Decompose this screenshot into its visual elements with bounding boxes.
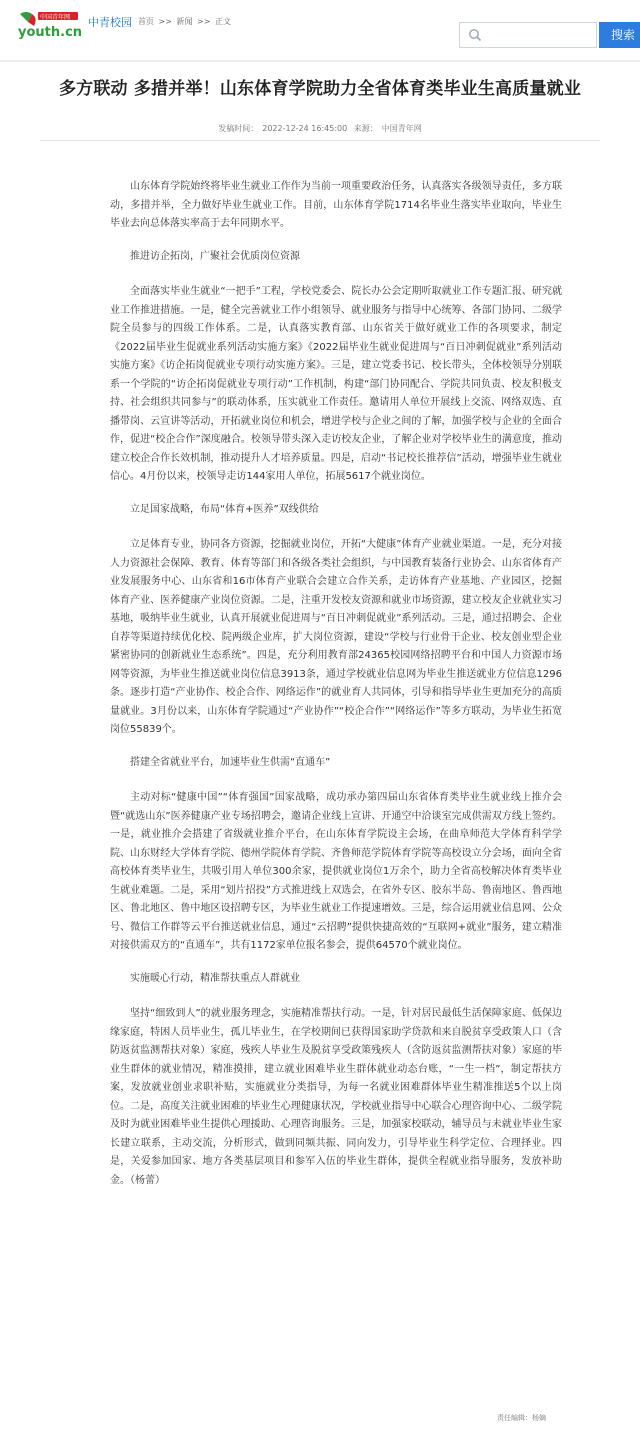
source-name: 中国青年网: [381, 124, 422, 133]
paragraph: 立足体育专业，协同各方资源，挖掘就业岗位，开拓“大健康”体育产业就业渠道。一是，充分对接人力资源社会保障、教育、体育等部门和各级各类社会组织，与中国教育装备行业协会、山东省体育产业发展服务中心、山东省和16市体育产业联合会建立合作关系，走访体育产业基地、产业园区，挖掘体育产业、医养健康产业岗位资源。二是，注重开发校友资源和就业市场资源，建立校友企业就业实习基地，吸纳毕业生就业，认真开展就业促进周与“百日冲刺促就业”系列活动。三是，通过招聘会、企业自荐等渠道持续优化校、院两级企业库，扩大岗位资源，建设“学校与行业骨干企业、校友创业型企业紧密协同的创新就业生态系统”。四是，充分利用教育部24365校园网络招聘平台和中国人力资源市场网等资源，为毕业生推送就业岗位信息3913条，通过学校就业信息网为毕业生推送就业方位信息1296条。逐步打造“产业协作、校企合作、网络运作”的就业育人共同体，引导和指导毕业生更加充分的高质量就业。3月份以来，山东体育学院通过“产业协作”“校企合作”“网络运作”等多方联动，为毕业生拓宽岗位55839个。: [110, 539, 562, 735]
breadcrumb-home[interactable]: 首页: [138, 17, 154, 26]
section-heading: 搭建全省就业平台，加速毕业生供需“直通车”: [130, 756, 331, 768]
responsible-editor: 责任编辑：杨嫡: [497, 1414, 546, 1422]
publish-time: 2022-12-24 16:45:00: [262, 124, 348, 133]
article-meta: [0, 123, 640, 134]
paragraph: 全面落实毕业生就业“一把手”工程，学校党委会、院长办公会定期听取就业工作专题汇报、研究就业工作推进措施。一是，健全完善就业工作小组领导、就业服务与指导中心统筹、各部门协同、二级学院全员参与的四级工作体系。二是，认真落实教育部、山东省关于做好就业工作的各项要求，制定《2022届毕业生促就业系列活动实施方案》《2022届毕业生就业促进周与“百日冲刺促就业”系列活动实施方案》《访企拓岗促就业专项行动实施方案》。三是，建立党委书记、校长带头，全体校领导分别联系一个学院的“访企拓岗促就业专项行动”工作机制，构建“部门协同配合、学院共同负责、校友积极支持、社会组织共同参与”的联动体系，压实就业工作责任。邀请用人单位开展线上交流、网络双选、直播带岗、云宣讲等活动，开拓就业岗位和机会，增进学校与企业之间的了解，加强学校与企业的全面合作，促进“校企合作”深度融合。校领导带头深入走访校友企业，了解企业对学校毕业生的满意度，推动建立校企合作长效机制，推动提升人才培养质量。四是，启动“书记校长推荐信”活动，增强毕业生就业信心。4月份以来，校领导走访144家用人单位，拓展5617个就业岗位。: [110, 286, 562, 482]
header-divider: [0, 60, 640, 62]
search-button[interactable]: 搜索: [599, 22, 640, 48]
article-body: [110, 178, 562, 1204]
meta-divider: [40, 140, 600, 141]
publish-time-label: 发稿时间：: [218, 124, 259, 133]
paragraph: 山东体育学院始终将毕业生就业工作作为当前一项重要政治任务，认真落实各级领导责任，多方联动，多措并举，全力做好毕业生就业工作。目前，山东体育学院1714名毕业生落实毕业取向，毕业生毕业去向总体落实率高于去年同期水平。: [110, 181, 562, 229]
section-heading: 实施暖心行动，精准帮扶重点人群就业: [130, 972, 300, 984]
breadcrumb-current: 正文: [215, 17, 231, 26]
site-brand[interactable]: 中青校园: [88, 16, 132, 29]
section-heading: 立足国家战略，布局“体育+医养”双线供给: [130, 503, 319, 515]
search-box[interactable]: [459, 22, 597, 48]
breadcrumb: [138, 16, 233, 27]
site-header: [0, 0, 640, 50]
source-label: 来源：: [353, 124, 378, 133]
article-title: 多方联动 多措并举！山东体育学院助力全省体育类毕业生高质量就业: [58, 79, 582, 99]
breadcrumb-separator: >>: [197, 17, 211, 26]
breadcrumb-separator: >>: [158, 17, 172, 26]
search-input[interactable]: [486, 25, 598, 47]
section-heading: 推进访企拓岗，广聚社会优质岗位资源: [130, 250, 300, 262]
paragraph: 坚持“细致到人”的就业服务理念，实施精准帮扶行动。一是，针对居民最低生活保障家庭、低保边缘家庭，特困人员毕业生，孤儿毕业生，在学校期间已获得国家助学贷款和来自脱贫享受政策人口（含防返贫监测帮扶对象）家庭，残疾人毕业生及脱贫享受政策残疾人（含防返贫监测帮扶对象）家庭的毕业生群体的就业情况，精准摸排，建立就业困难毕业生群体就业动态台账，“一生一档”，制定帮扶方案，发放就业创业求职补贴，实施就业分类指导，为每一名就业困难群体毕业生精准推送5个以上岗位。二是，高度关注就业困难的毕业生心理健康状况，学校就业指导中心联合心理咨询中心、二级学院及时为就业困难毕业生提供心理援助、心理咨询服务。三是，加强家校联动，辅导员与未就业毕业生家长建立联系，主动交流，分析形式，做到同频共振、同向发力，引导毕业生科学定位、合理择业。四是，关爱参加国家、地方各类基层项目和参军入伍的毕业生群体，提供全程就业指导服务，发放补助金。（杨蕾）: [110, 1008, 562, 1186]
search-icon: [468, 28, 482, 42]
paragraph: 主动对标“健康中国”“体育强国”国家战略，成功承办第四届山东省体育类毕业生就业线上推介会暨“就选山东”医养健康产业专场招聘会，邀请企业线上宣讲、开通空中洽谈室完成供需双方线上签约。一是，就业推介会搭建了省级就业推介平台，在山东体育学院设主会场，在曲阜师范大学体育科学学院、山东财经大学体育学院、德州学院体育学院、齐鲁师范学院体育学院等高校设立分会场，面向全省高校体育类毕业生，共吸引用人单位300余家，提供就业岗位1万余个，助力全省高校解决体育类毕业生就业难题。二是，采用“划片招投”方式推进线上双选会，在省外专区、胶东半岛、鲁南地区、鲁西地区、鲁北地区、鲁中地区设招聘专区，为毕业生就业工作提速增效。三是，综合运用就业信息网、公众号、微信工作群等云平台推送就业信息，通过“云招聘”提供快捷高效的“互联网+就业”服务，建立精准对接供需双方的“直通车”，共有1172家单位报名参会，提供64570个就业岗位。: [110, 792, 562, 951]
logo-text: youth.cn: [18, 25, 83, 40]
breadcrumb-news[interactable]: 新闻: [176, 17, 193, 26]
logo-top-text: 中国青年网: [40, 14, 71, 21]
youth-cn-logo[interactable]: [16, 8, 86, 42]
